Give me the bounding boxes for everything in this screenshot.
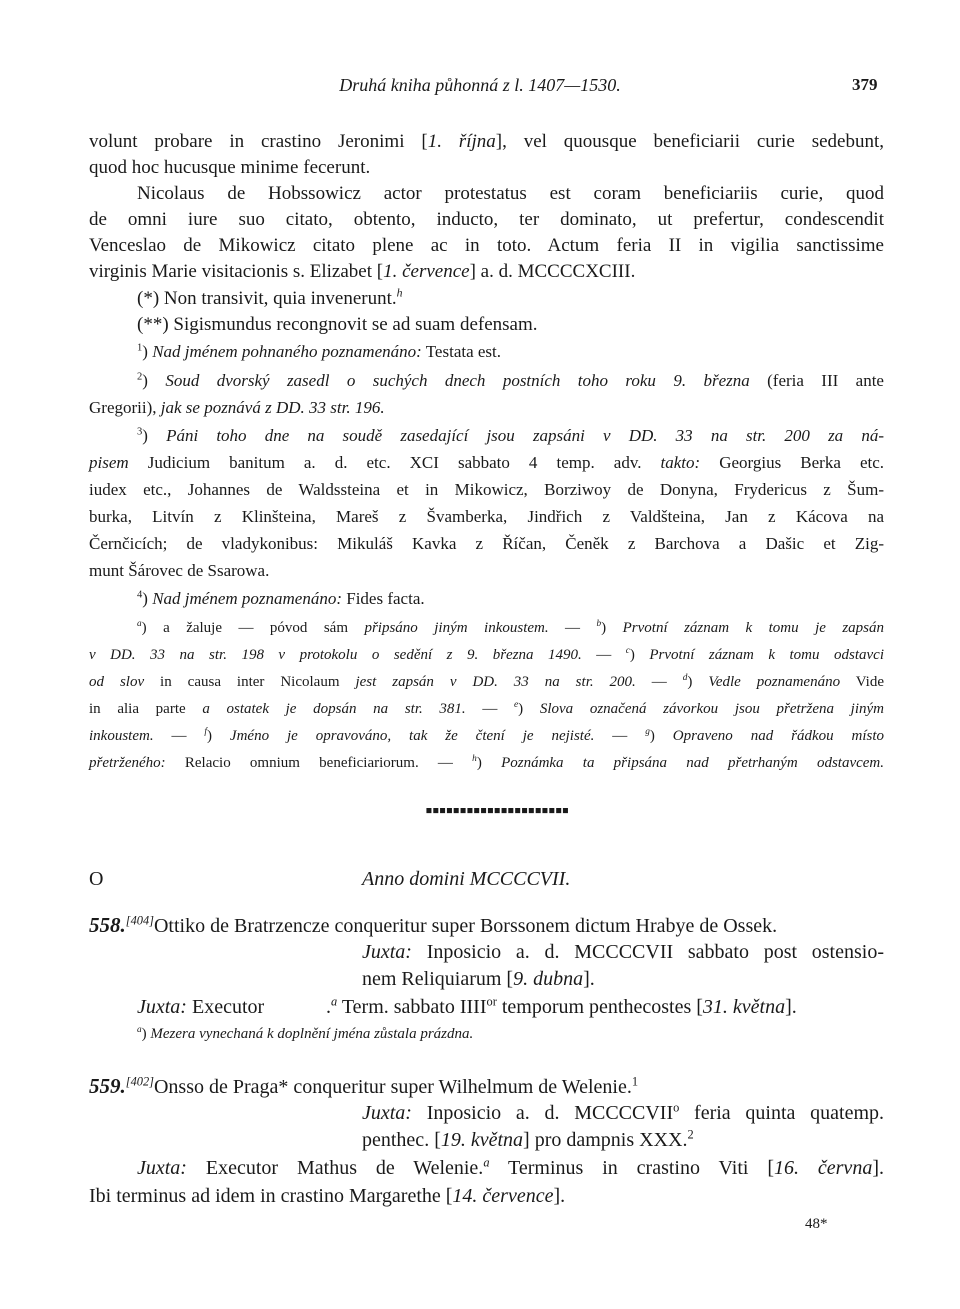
footnote-3-line3: iudex etc., Johannes de Waldssteina et in Mikowicz, Borziwoy de Donyna, Frydericus z Šum- [89,480,884,499]
footnote-3-line5: Černčicích; de vladykonibus: Mikuláš Kavka z Říčan, Čeněk z Barchova a Dašic et Zig- [89,534,884,553]
entry-558-juxta-line1: Juxta: Inposicio a. d. MCCCCVII sabbato post ostensio- [362,941,884,963]
entry-558-executor-label: Juxta: Executor [137,996,265,1018]
note-sigismundus: (**) Sigismundus recongnovit se ad suam defensam. [137,314,538,335]
letter-notes-line2: v DD. 33 na str. 198 v protokolu o sedění z 9. března 1490. — $^c$) Prvotní záznam k tomu odstavci [89,646,884,663]
para2-line3: Venceslao de Mikowicz citato plene ac in toto. Actum feria II in vigilia sanctissime [89,235,884,256]
section-marker: O [89,868,104,890]
year-heading: Anno domini MCCCCVII. [362,868,571,890]
footnote-3-line4: burka, Litvín z Klinšteina, Mareš z Švamberka, Jindřich z Valdšteina, Jan z Kácova na [89,507,884,526]
entry-558-footnote: $^a$) Mezera vynechaná k doplnění jména zůstala prázdna. [137,1025,474,1042]
footnote-4: $^4$) Nad jménem poznamenáno: Fides facta. [137,589,425,608]
footnote-3-line2: pisem Judicium banitum a. d. etc. XCI sabbato 4 temp. adv. takto: Georgius Berka etc. [89,453,885,472]
page-number: 379 [852,75,878,94]
letter-notes-line6: přetrženého: Relacio omnium beneficiariorum. — $^h$) Poznámka ta připsána nad přetrhaným odstavcem. [89,754,885,771]
printer-signature: 48* [805,1216,828,1232]
footnote-3-line6: munt Šárovec de Ssarowa. [89,561,270,580]
entry-559-juxta-line1: Juxta: Inposicio a. d. MCCCCVII$^o$ feria quinta quatemp. [362,1100,884,1124]
section-separator: ▪▪▪▪▪▪▪▪▪▪▪▪▪▪▪▪▪▪▪▪▪ [425,803,569,818]
letter-notes-line5: inkoustem. — $^f$) Jméno je opravováno, tak že čtení je nejisté. — $^g$) Opraveno nad řádkou místo [89,727,885,744]
footnote-1: $^1$) Nad jménem pohnaného poznamenáno: Testata est. [137,342,502,361]
page-header-title: Druhá kniha půhonná z l. 1407—1530. [339,75,621,95]
para2-line1: Nicolaus de Hobssowicz actor protestatus est coram beneficiariis curie, quod [137,183,884,204]
note-not-transivit: (*) Non transivit, quia invenerunt.$^h$ [137,286,403,309]
entry-558-line1: 558.[404]Ottiko de Bratrzencze conqueritur super Borssonem dictum Hrabye de Ossek. [89,913,778,937]
entry-559-executor-line1: Juxta: Executor Mathus de Welenie.$^a$ Terminus in crastino Viti [16. června]. [137,1155,884,1179]
entry-559-line1: 559.[402]Onsso de Praga* conqueritur super Wilhelmum de Welenie.$^1$ [89,1074,639,1098]
letter-notes-line1: $^a$) a žaluje — póvod sám připsáno jiným inkoustem. — $^b$) Prvotní záznam k tomu je zapsán [137,619,885,636]
footnote-2-line1: $^2$) Soud dvorský zasedl o suchých dnech postních toho roku 9. března (feria III ante [137,371,884,390]
entry-558-juxta-line2: nem Reliquiarum [9. dubna]. [362,968,595,990]
para2-line2: de omni iure suo citato, obtento, inducto, ter dominato, ut prefertur, condescendit [89,209,884,230]
para2-line4: virginis Marie visitacionis s. Elizabet [1. července] a. d. MCCCCXCIII. [89,261,636,282]
entry-559-juxta-line2: penthec. [19. května] pro dampnis XXX.$^2$ [362,1127,694,1151]
letter-notes-line3: od slov in causa inter Nicolaum jest zapsán v DD. 33 na str. 200. — $^d$) Vedle poznamenáno Vide [89,673,885,690]
footnote-3-line1: $^3$) Páni toho dne na soudě zasedající jsou zapsáni v DD. 33 na str. 200 za ná- [137,426,884,445]
para1-line2: quod hoc hucusque minime fecerunt. [89,157,371,178]
footnote-2-line2: Gregorii), jak se poznává z DD. 33 str. 196. [89,398,385,417]
letter-notes-line4: in alia parte a ostatek je dopsán na str. 381. — $^e$) Slova označená závorkou jsou přetržena jiným [89,700,884,717]
entry-558-executor-term: .$^a$ Term. sabbato $IIII^{or}$ temporum penthecostes [31. května]. [326,994,797,1018]
entry-559-executor-line2: Ibi terminus ad idem in crastino Margarethe [14. července]. [89,1185,566,1207]
para1-line1: volunt probare in crastino Jeronimi [1. října], vel quousque beneficiarii curie sedebunt, [89,131,884,152]
